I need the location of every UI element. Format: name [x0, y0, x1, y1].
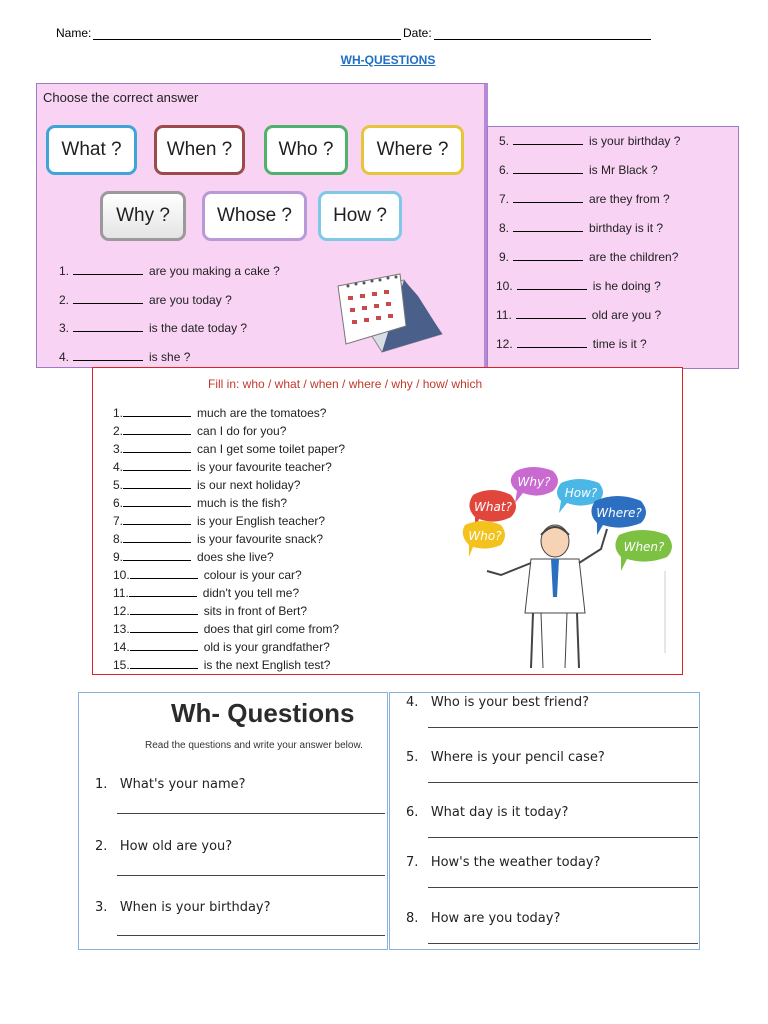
answer-blank[interactable]	[516, 308, 586, 319]
answer-blank[interactable]	[73, 350, 143, 361]
answer-blank[interactable]	[513, 192, 583, 203]
question-item: 2. are you today ?	[59, 293, 232, 307]
question-item: 2. How old are you?	[95, 839, 233, 854]
option-what-button[interactable]: What ?	[46, 125, 137, 175]
page-title: WH-QUESTIONS	[340, 53, 436, 67]
exercise-write-answer-continued	[389, 692, 700, 950]
answer-blank[interactable]	[123, 461, 191, 471]
answer-blank[interactable]	[513, 250, 583, 261]
question-item: 3. is the date today ?	[59, 321, 248, 335]
question-item: 10. is he doing ?	[496, 279, 661, 293]
answer-blank[interactable]	[517, 279, 587, 290]
exercise-title: Wh- Questions	[171, 698, 355, 728]
bubble-who	[463, 521, 505, 557]
option-who-button[interactable]: Who ?	[264, 125, 348, 175]
answer-line[interactable]	[428, 887, 698, 888]
exercise-subtitle: Read the questions and write your answer below.	[145, 740, 363, 751]
svg-text:What?: What?	[474, 500, 512, 514]
question-item: 13. does that girl come from?	[113, 622, 340, 636]
question-item: 14. old is your grandfather?	[113, 640, 330, 654]
question-item: 1. are you making a cake ?	[59, 264, 280, 278]
answer-blank[interactable]	[513, 221, 583, 232]
worksheet-header	[56, 26, 656, 42]
question-item: 1. What's your name?	[95, 777, 246, 792]
thinking-man-illustration	[461, 463, 683, 671]
answer-line[interactable]	[117, 935, 385, 936]
question-item: 7. are they from ?	[499, 192, 670, 206]
answer-line[interactable]	[428, 943, 698, 944]
question-item: 2. can I do for you?	[113, 424, 287, 438]
question-item: 1. much are the tomatoes?	[113, 406, 327, 420]
question-item: 3. When is your birthday?	[95, 900, 271, 915]
answer-blank[interactable]	[123, 479, 191, 489]
date-label: Date:	[403, 26, 432, 40]
answer-blank[interactable]	[73, 264, 143, 275]
question-item: 6. much is the fish?	[113, 496, 288, 510]
answer-blank[interactable]	[130, 623, 198, 633]
svg-text:How?: How?	[564, 486, 598, 500]
question-item: 12. sits in front of Bert?	[113, 604, 308, 618]
exercise-choose-answer-continued	[487, 126, 739, 369]
question-item: 12. time is it ?	[496, 337, 647, 351]
exercise-instruction: Fill in: who / what / when / where / why / how/ which	[208, 377, 483, 391]
bubble-why	[511, 467, 558, 503]
answer-blank[interactable]	[130, 659, 198, 669]
question-item: 5. is our next holiday?	[113, 478, 301, 492]
name-field[interactable]	[93, 39, 401, 40]
question-item: 5. is your birthday ?	[499, 134, 681, 148]
exercise-fill-in	[92, 367, 683, 675]
answer-line[interactable]	[428, 782, 698, 783]
bubble-where	[591, 496, 646, 535]
answer-blank[interactable]	[73, 321, 143, 332]
answer-blank[interactable]	[517, 337, 587, 348]
answer-blank[interactable]	[73, 293, 143, 304]
question-item: 5. Where is your pencil case?	[406, 750, 605, 765]
date-field[interactable]	[434, 39, 651, 40]
svg-text:When?: When?	[623, 540, 665, 554]
question-item: 10. colour is your car?	[113, 568, 302, 582]
answer-line[interactable]	[117, 875, 385, 876]
answer-blank[interactable]	[123, 515, 191, 525]
question-item: 9. does she live?	[113, 550, 274, 564]
question-item: 3. can I get some toilet paper?	[113, 442, 346, 456]
answer-blank[interactable]	[130, 605, 198, 615]
option-when-button[interactable]: When ?	[154, 125, 245, 175]
question-item: 7. How's the weather today?	[406, 855, 601, 870]
answer-blank[interactable]	[123, 443, 191, 453]
question-item: 8. is your favourite snack?	[113, 532, 324, 546]
calendar-icon	[334, 272, 444, 358]
answer-blank[interactable]	[123, 425, 191, 435]
question-item: 8. birthday is it ?	[499, 221, 664, 235]
svg-text:Where?: Where?	[596, 506, 642, 520]
question-item: 6. What day is it today?	[406, 805, 569, 820]
answer-line[interactable]	[428, 727, 698, 728]
exercise-instruction: Choose the correct answer	[43, 90, 199, 105]
exercise-choose-answer	[36, 83, 488, 368]
svg-text:Why?: Why?	[517, 475, 551, 489]
option-whose-button[interactable]: Whose ?	[202, 191, 307, 241]
answer-blank[interactable]	[130, 641, 198, 651]
question-item: 6. is Mr Black ?	[499, 163, 658, 177]
answer-line[interactable]	[428, 837, 698, 838]
question-item: 8. How are you today?	[406, 911, 561, 926]
option-why-button[interactable]: Why ?	[100, 191, 186, 241]
answer-blank[interactable]	[513, 163, 583, 174]
question-item: 11. didn't you tell me?	[113, 586, 300, 600]
answer-blank[interactable]	[129, 587, 197, 597]
option-where-button[interactable]: Where ?	[361, 125, 464, 175]
answer-blank[interactable]	[130, 569, 198, 579]
question-item: 4. is she ?	[59, 350, 191, 364]
question-item: 11. old are you ?	[496, 308, 662, 322]
question-item: 4. Who is your best friend?	[406, 695, 590, 710]
answer-blank[interactable]	[123, 407, 191, 417]
answer-blank[interactable]	[123, 497, 191, 507]
answer-line[interactable]	[117, 813, 385, 814]
bubble-when	[615, 530, 672, 571]
question-item: 15. is the next English test?	[113, 658, 331, 672]
svg-text:Who?: Who?	[468, 529, 502, 543]
man-figure	[487, 525, 607, 668]
question-item: 4. is your favourite teacher?	[113, 460, 332, 474]
question-item: 9. are the children?	[499, 250, 679, 264]
name-label: Name:	[56, 26, 92, 40]
exercise-write-answer	[78, 692, 388, 950]
answer-blank[interactable]	[123, 533, 191, 543]
option-how-button[interactable]: How ?	[318, 191, 402, 241]
answer-blank[interactable]	[123, 551, 191, 561]
question-item: 7. is your English teacher?	[113, 514, 326, 528]
answer-blank[interactable]	[513, 134, 583, 145]
